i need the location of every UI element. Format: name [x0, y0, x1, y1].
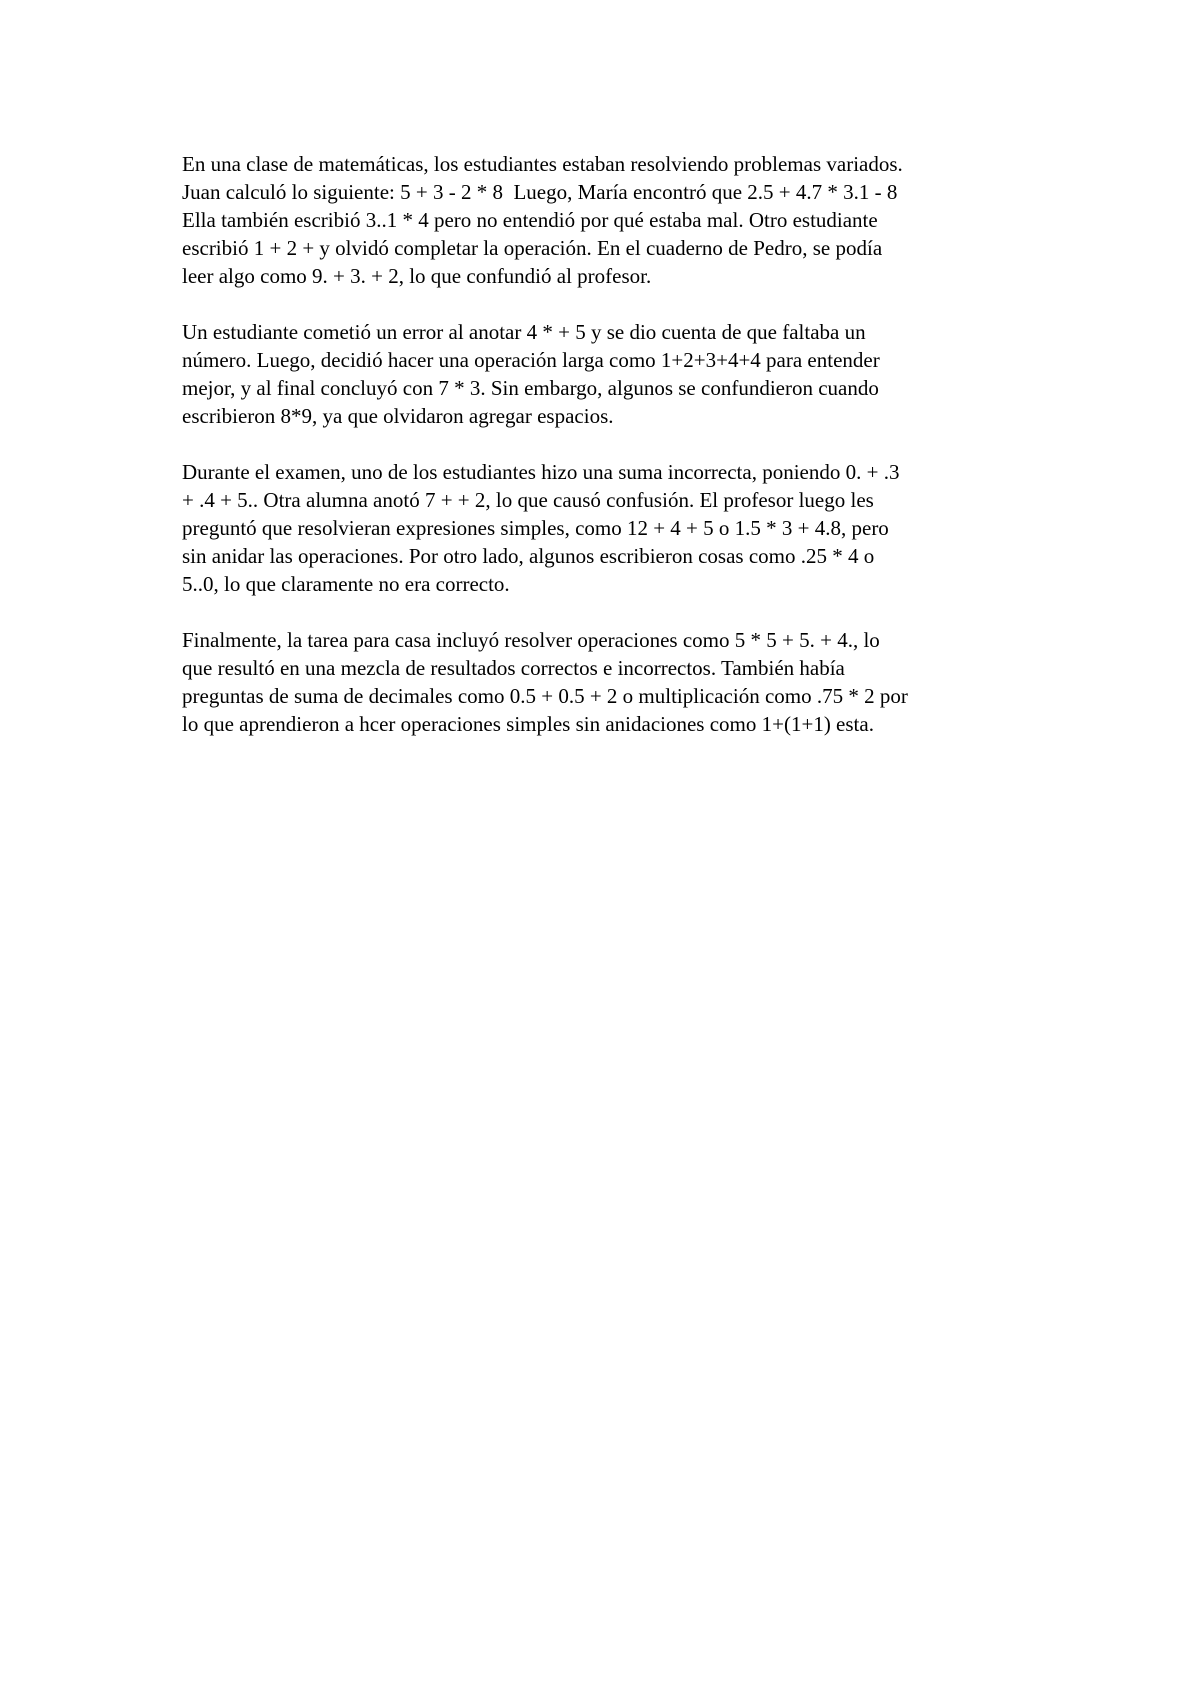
text-line: preguntas de suma de decimales como 0.5 + 0.5 + 2 o multiplicación como .75 * 2 por	[182, 684, 908, 708]
text-line: leer algo como 9. + 3. + 2, lo que confundió al profesor.	[182, 264, 652, 288]
paragraph-3	[182, 458, 1042, 598]
text-line: Ella también escribió 3..1 * 4 pero no entendió por qué estaba mal. Otro estudiante	[182, 208, 878, 232]
text-line: En una clase de matemáticas, los estudiantes estaban resolviendo problemas variados.	[182, 152, 903, 176]
text-line: Durante el examen, uno de los estudiantes hizo una suma incorrecta, poniendo 0. + .3	[182, 460, 900, 484]
text-line: lo que aprendieron a hcer operaciones simples sin anidaciones como 1+(1+1) esta.	[182, 712, 874, 736]
text-line: sin anidar las operaciones. Por otro lado, algunos escribieron cosas como .25 * 4 o	[182, 544, 875, 568]
paragraph-4	[182, 626, 1042, 738]
text-line: + .4 + 5.. Otra alumna anotó 7 + + 2, lo que causó confusión. El profesor luego les	[182, 488, 874, 512]
text-line: que resultó en una mezcla de resultados correctos e incorrectos. También había	[182, 656, 845, 680]
text-line: Finalmente, la tarea para casa incluyó resolver operaciones como 5 * 5 + 5. + 4., lo	[182, 628, 880, 652]
document-body	[182, 150, 1042, 766]
text-line: 5..0, lo que claramente no era correcto.	[182, 572, 510, 596]
paragraph-1	[182, 150, 1042, 290]
text-line: escribieron 8*9, ya que olvidaron agregar espacios.	[182, 404, 614, 428]
text-line: número. Luego, decidió hacer una operación larga como 1+2+3+4+4 para entender	[182, 348, 880, 372]
text-line: preguntó que resolvieran expresiones simples, como 12 + 4 + 5 o 1.5 * 3 + 4.8, pero	[182, 516, 889, 540]
text-line: Un estudiante cometió un error al anotar 4 * + 5 y se dio cuenta de que faltaba un	[182, 320, 866, 344]
text-line: Juan calculó lo siguiente: 5 + 3 - 2 * 8 Luego, María encontró que 2.5 + 4.7 * 3.1 - 8	[182, 180, 898, 204]
paragraph-2	[182, 318, 1042, 430]
text-line: escribió 1 + 2 + y olvidó completar la operación. En el cuaderno de Pedro, se podía	[182, 236, 883, 260]
text-line: mejor, y al final concluyó con 7 * 3. Sin embargo, algunos se confundieron cuando	[182, 376, 879, 400]
